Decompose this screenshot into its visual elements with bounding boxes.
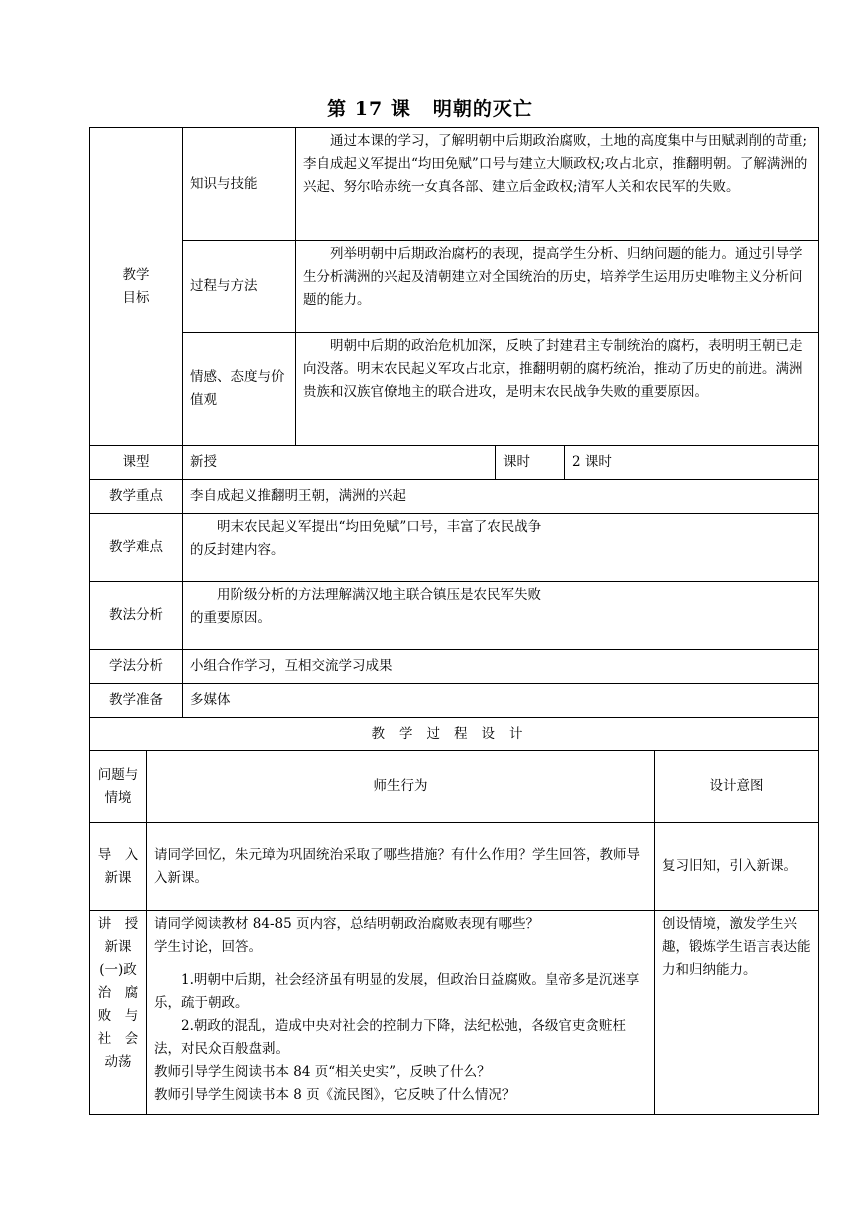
- learning-row: [90, 650, 819, 684]
- method-value: 用阶级分析的方法理解满汉地主联合镇压是农民军失败 的重要原因。: [183, 582, 819, 650]
- header-actions: 师生行为: [147, 751, 655, 823]
- knowledge-text: 通过本课的学习，了解明朝中后期政治腐败，土地的高度集中与田赋剥削的苛重;李自成起义军提出“均田免赋”口号与建立大顺政权;攻占北京，推翻明朝。了解满洲的兴起、努尔哈赤统一女真各部、建立后金政权;清军人关和农民军的失败。: [296, 128, 819, 241]
- course-type-value: 新授: [183, 446, 496, 480]
- header-situation: 问题与情境: [90, 751, 147, 823]
- course-type-row: [90, 446, 819, 480]
- emotion-text: 明朝中后期的政治危机加深，反映了封建君主专制统治的腐朽，表明明王朝已走向没落。明末农民起义军攻占北京，推翻明朝的腐朽统治，推动了历史的前进。满洲贵族和汉族官僚地主的联合进攻，是明末农民战争失败的重要原因。: [296, 333, 819, 446]
- knowledge-label: 知识与技能: [183, 128, 296, 241]
- emotion-label: 情感、态度与价值观: [183, 333, 296, 446]
- process-text: 列举明朝中后期政治腐朽的表现，提高学生分析、归纳问题的能力。通过引导学生分析满洲的兴起及清朝建立对全国统治的历史，培养学生运用历史唯物主义分析问题的能力。: [296, 241, 819, 333]
- learning-value: 小组合作学习，互相交流学习成果: [183, 650, 819, 684]
- course-type-label: 课型: [90, 446, 183, 480]
- objectives-label-cell: 教学 目标: [90, 128, 183, 446]
- period-label: 课时: [496, 446, 565, 480]
- intro-content: 请同学回忆，朱元璋为巩固统治采取了哪些措施？有什么作用？学生回答，教师导入新课。: [147, 823, 655, 911]
- lecture-intent: 创设情境，激发学生兴趣，锻炼学生语言表达能力和归纳能力。: [655, 911, 819, 1115]
- lecture-content: 请同学阅读教材 84-85 页内容，总结明朝政治腐败表现有哪些？ 学生讨论，回答。 1.明朝中后期，社会经济虽有明显的发展，但政治日益腐败。皇帝多是沉迷享乐，疏于朝政。 2.朝政的混乱，造成中央对社会的控制力下降，法纪松弛，各级官吏贪赃枉法，对民众百般盘剥。 教师引导学生阅读书本 84 页“相关史实”，反映了什么？ 教师引导学生阅读书本 8 页《流民图》，它反映了什么情况？: [147, 911, 655, 1115]
- prep-row: [90, 684, 819, 718]
- difficulties-row: [90, 514, 819, 582]
- lesson-name: 明朝的灭亡: [432, 98, 533, 120]
- header-intent: 设计意图: [655, 751, 819, 823]
- method-row: [90, 582, 819, 650]
- lesson-number: 第 17 课: [327, 98, 411, 120]
- process-header-row: [90, 751, 819, 823]
- objective-row-emotion: [90, 333, 819, 446]
- key-points-value: 李自成起义推翻明王朝，满洲的兴起: [183, 480, 819, 514]
- intro-row: [90, 823, 819, 911]
- key-points-row: [90, 480, 819, 514]
- lecture-row: [90, 911, 819, 1115]
- difficulties-label: 教学难点: [90, 514, 183, 582]
- process-design-row: [90, 718, 819, 751]
- difficulties-value: 明末农民起义军提出“均田免赋”口号，丰富了农民战争 的反封建内容。: [183, 514, 819, 582]
- learning-label: 学法分析: [90, 650, 183, 684]
- method-label: 教法分析: [90, 582, 183, 650]
- objective-row-knowledge: [90, 128, 819, 241]
- intro-intent: 复习旧知，引入新课。: [655, 823, 819, 911]
- intro-label: 导 入 新课: [90, 823, 147, 911]
- objective-row-process: [90, 241, 819, 333]
- process-design-heading: 教学过程设计: [90, 718, 819, 751]
- process-label: 过程与方法: [183, 241, 296, 333]
- key-points-label: 教学重点: [90, 480, 183, 514]
- lecture-label: 讲 授 新课 (一)政 治 腐 败 与 社 会 动荡: [90, 911, 147, 1115]
- prep-value: 多媒体: [183, 684, 819, 718]
- page-title: [0, 94, 860, 121]
- prep-label: 教学准备: [90, 684, 183, 718]
- lesson-plan-table: [89, 127, 819, 1115]
- period-value: 2 课时: [565, 446, 819, 480]
